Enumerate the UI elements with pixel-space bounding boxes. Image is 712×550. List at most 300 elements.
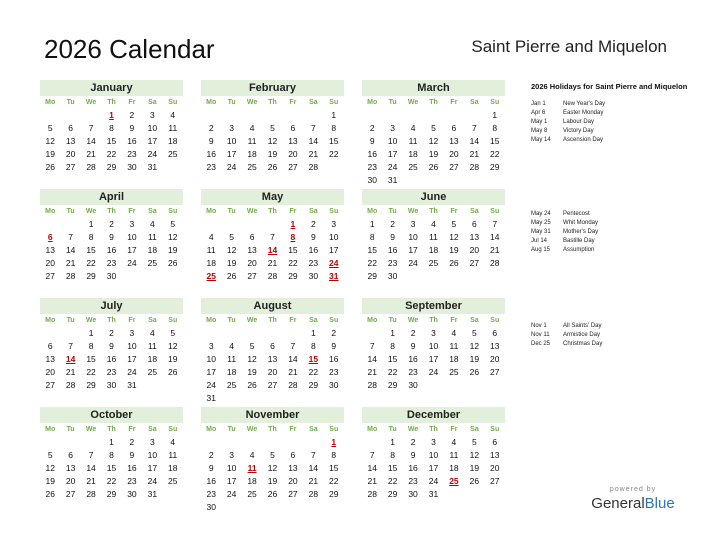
day-cell: 21 <box>308 476 319 486</box>
page-title: 2026 Calendar <box>44 34 215 64</box>
day-cell: 3 <box>149 110 155 120</box>
holiday-date: May 24 <box>531 211 551 217</box>
holiday-name: Christmas Day <box>563 341 603 347</box>
day-cell: 23 <box>367 162 377 172</box>
day-cell: 9 <box>331 341 337 351</box>
day-cell: 27 <box>288 489 298 499</box>
day-cell: 14 <box>469 136 480 146</box>
day-cell: 26 <box>267 162 278 172</box>
day-cell: 29 <box>86 380 96 390</box>
day-cell: 9 <box>129 450 135 460</box>
day-cell: 12 <box>267 463 278 473</box>
day-cell: 27 <box>247 271 257 281</box>
day-cell: 22 <box>367 258 377 268</box>
day-cell: 20 <box>65 149 76 159</box>
day-cell: 31 <box>147 162 158 172</box>
day-cell: 9 <box>410 341 416 351</box>
day-cell: 3 <box>129 219 135 229</box>
day-cell: 15 <box>387 463 398 473</box>
day-cell: 26 <box>45 489 55 499</box>
day-cell: 9 <box>410 450 416 460</box>
day-cell: 27 <box>490 367 500 377</box>
day-cell: 4 <box>149 219 155 229</box>
day-cell: 10 <box>387 136 398 146</box>
day-cell: 1 <box>369 219 375 229</box>
day-cell: 16 <box>367 149 377 159</box>
day-cell: 29 <box>329 489 339 499</box>
day-cell: 22 <box>86 367 96 377</box>
day-cell: 9 <box>390 232 395 242</box>
holiday-date: Jan 1 <box>531 101 546 107</box>
month-header: October <box>40 407 183 423</box>
day-cell: 8 <box>331 123 337 133</box>
day-cell: 2 <box>109 219 114 229</box>
holiday-day-cell: 14 <box>267 245 278 255</box>
empty-cell <box>262 436 282 449</box>
day-cell: 23 <box>127 476 137 486</box>
empty-cell <box>303 109 323 122</box>
holiday-date: Apr 6 <box>531 110 546 116</box>
empty-cell <box>382 109 402 122</box>
day-cell: 27 <box>469 258 480 268</box>
day-cell: 20 <box>449 149 459 159</box>
weekday-row <box>40 96 183 109</box>
holiday-name: All Saints' Day <box>563 323 602 329</box>
holiday-row <box>531 118 701 127</box>
day-cell: 6 <box>290 123 296 133</box>
month-september <box>362 298 505 392</box>
day-grid <box>40 109 183 174</box>
day-cell: 16 <box>206 476 216 486</box>
day-grid <box>40 436 183 501</box>
weekday-label: Th <box>429 99 438 106</box>
day-cell: 21 <box>469 149 480 159</box>
day-cell: 21 <box>288 367 298 377</box>
region-name: Saint Pierre and Miquelon <box>471 37 667 56</box>
weekday-label: Mo <box>45 317 56 324</box>
day-cell: 15 <box>329 463 339 473</box>
day-cell: 4 <box>208 232 214 242</box>
holiday-row <box>531 228 701 237</box>
weekday-label: We <box>246 99 258 106</box>
day-cell: 30 <box>106 380 117 390</box>
day-cell: 27 <box>267 380 278 390</box>
empty-cell <box>201 109 221 122</box>
empty-cell <box>464 109 484 122</box>
month-header: January <box>40 80 183 96</box>
day-cell: 5 <box>47 123 53 133</box>
day-cell: 30 <box>387 271 398 281</box>
month-april <box>40 189 183 283</box>
day-cell: 31 <box>428 489 439 499</box>
day-cell: 20 <box>288 476 298 486</box>
day-cell: 2 <box>109 328 114 338</box>
day-cell: 8 <box>109 123 114 133</box>
day-cell: 13 <box>45 354 55 364</box>
month-december <box>362 407 505 501</box>
day-cell: 26 <box>168 258 178 268</box>
weekday-label: Tu <box>227 99 236 106</box>
month-july <box>40 298 183 392</box>
day-cell: 15 <box>86 245 96 255</box>
day-cell: 4 <box>249 123 255 133</box>
day-cell: 28 <box>367 489 377 499</box>
weekday-row <box>362 423 505 436</box>
day-cell: 6 <box>47 341 53 351</box>
weekday-label: Su <box>329 317 339 324</box>
day-cell: 25 <box>247 489 257 499</box>
day-cell: 27 <box>65 162 76 172</box>
month-february <box>201 80 344 174</box>
day-cell: 16 <box>408 463 418 473</box>
day-cell: 22 <box>106 149 117 159</box>
day-cell: 20 <box>45 258 55 268</box>
weekday-label: Sa <box>309 426 318 433</box>
day-cell: 19 <box>469 463 480 473</box>
holiday-day-cell: 1 <box>331 437 337 447</box>
day-cell: 12 <box>449 232 459 242</box>
day-cell: 24 <box>428 476 439 486</box>
day-grid <box>362 109 505 187</box>
day-cell: 14 <box>86 463 96 473</box>
weekday-label: Sa <box>470 99 479 106</box>
day-cell: 16 <box>127 463 137 473</box>
empty-cell <box>283 109 303 122</box>
day-cell: 2 <box>129 437 135 447</box>
day-cell: 18 <box>247 476 257 486</box>
month-header: May <box>201 189 344 205</box>
holiday-name: New Year's Day <box>563 101 606 107</box>
weekday-label: Sa <box>470 208 479 215</box>
day-cell: 15 <box>106 463 117 473</box>
day-cell: 8 <box>369 232 375 242</box>
day-grid <box>362 436 505 501</box>
weekday-label: Sa <box>309 208 318 215</box>
day-cell: 7 <box>492 219 498 229</box>
day-cell: 4 <box>410 123 416 133</box>
weekday-label: Su <box>168 317 178 324</box>
weekday-label: Mo <box>367 426 378 433</box>
day-cell: 27 <box>288 162 298 172</box>
empty-cell <box>242 109 262 122</box>
day-cell: 4 <box>170 437 176 447</box>
month-header: April <box>40 189 183 205</box>
day-cell: 29 <box>86 271 96 281</box>
empty-cell <box>283 327 303 340</box>
weekday-label: Su <box>490 99 500 106</box>
day-cell: 16 <box>329 354 339 364</box>
holiday-date: May 14 <box>531 137 551 143</box>
weekday-label: Su <box>168 99 178 106</box>
day-cell: 15 <box>106 136 117 146</box>
day-cell: 24 <box>147 149 158 159</box>
day-cell: 23 <box>329 367 339 377</box>
holiday-date: Aug 15 <box>531 247 551 253</box>
day-cell: 11 <box>168 123 178 133</box>
empty-cell <box>444 109 464 122</box>
empty-cell <box>262 218 282 231</box>
empty-cell <box>303 436 323 449</box>
month-header: February <box>201 80 344 96</box>
day-cell: 10 <box>428 341 439 351</box>
day-cell: 23 <box>387 258 398 268</box>
empty-cell <box>242 218 262 231</box>
day-cell: 26 <box>469 476 480 486</box>
day-cell: 17 <box>147 136 158 146</box>
weekday-label: Tu <box>388 208 397 215</box>
day-cell: 28 <box>86 162 96 172</box>
day-cell: 3 <box>129 328 135 338</box>
day-grid <box>40 327 183 392</box>
weekday-label: Sa <box>148 208 157 215</box>
day-cell: 24 <box>127 258 137 268</box>
day-cell: 22 <box>329 149 339 159</box>
day-cell: 20 <box>490 463 500 473</box>
weekday-label: We <box>407 99 419 106</box>
month-header: September <box>362 298 505 314</box>
day-cell: 10 <box>127 341 137 351</box>
brand-name-part-b: Blue <box>644 495 675 512</box>
day-cell: 24 <box>387 162 398 172</box>
weekday-label: Fr <box>289 317 297 324</box>
empty-cell <box>403 109 423 122</box>
day-cell: 4 <box>451 437 457 447</box>
weekday-label: We <box>85 426 97 433</box>
day-cell: 22 <box>288 258 298 268</box>
day-cell: 5 <box>431 123 436 133</box>
day-cell: 7 <box>471 123 477 133</box>
day-cell: 6 <box>492 328 498 338</box>
holiday-row <box>531 246 701 255</box>
day-cell: 23 <box>308 258 319 268</box>
day-cell: 21 <box>65 367 76 377</box>
day-cell: 11 <box>247 136 257 146</box>
weekday-label: Fr <box>450 208 458 215</box>
day-cell: 1 <box>109 437 114 447</box>
day-cell: 9 <box>369 136 375 146</box>
day-cell: 20 <box>288 149 298 159</box>
day-cell: 21 <box>367 367 377 377</box>
weekday-label: Fr <box>128 99 136 106</box>
weekday-label: Su <box>329 208 339 215</box>
holiday-row <box>531 210 701 219</box>
day-cell: 11 <box>429 232 438 242</box>
weekday-label: Tu <box>227 426 236 433</box>
day-cell: 2 <box>410 328 416 338</box>
day-cell: 5 <box>270 450 275 460</box>
day-cell: 7 <box>88 123 94 133</box>
day-cell: 14 <box>288 354 298 364</box>
day-cell: 25 <box>408 162 418 172</box>
day-cell: 12 <box>267 136 278 146</box>
month-january <box>40 80 183 174</box>
empty-cell <box>60 218 80 231</box>
holiday-name: Ascension Day <box>563 137 604 143</box>
day-cell: 23 <box>106 367 117 377</box>
weekday-label: Tu <box>66 317 75 324</box>
weekday-label: Th <box>429 317 438 324</box>
month-header: June <box>362 189 505 205</box>
day-cell: 21 <box>490 245 500 255</box>
holiday-date: Jul 14 <box>531 238 548 244</box>
day-cell: 10 <box>226 463 237 473</box>
day-cell: 23 <box>206 489 216 499</box>
day-cell: 26 <box>449 258 459 268</box>
day-cell: 6 <box>451 123 457 133</box>
holiday-group <box>531 100 701 145</box>
holiday-date: May 25 <box>531 220 551 226</box>
day-cell: 4 <box>451 328 457 338</box>
day-cell: 12 <box>45 463 55 473</box>
day-cell: 3 <box>229 123 234 133</box>
day-cell: 21 <box>86 149 96 159</box>
day-cell: 17 <box>387 149 398 159</box>
empty-cell <box>362 436 382 449</box>
weekday-label: Tu <box>388 317 397 324</box>
weekday-label: Sa <box>470 317 479 324</box>
day-cell: 27 <box>65 489 76 499</box>
day-cell: 14 <box>490 232 500 242</box>
day-cell: 30 <box>408 489 418 499</box>
holiday-day-cell: 14 <box>65 354 76 364</box>
day-grid <box>201 109 344 174</box>
day-cell: 10 <box>147 123 158 133</box>
weekday-label: Fr <box>289 208 297 215</box>
holiday-group <box>531 322 701 349</box>
day-cell: 25 <box>168 149 178 159</box>
weekday-label: Su <box>490 208 500 215</box>
day-cell: 7 <box>290 341 296 351</box>
day-cell: 16 <box>206 149 216 159</box>
day-cell: 5 <box>249 341 255 351</box>
day-cell: 28 <box>288 380 298 390</box>
empty-cell <box>221 218 241 231</box>
day-cell: 18 <box>206 258 216 268</box>
weekday-label: Mo <box>45 208 56 215</box>
day-cell: 22 <box>106 476 117 486</box>
weekday-label: Sa <box>148 317 157 324</box>
holiday-name: Easter Monday <box>563 110 604 116</box>
day-cell: 8 <box>310 341 316 351</box>
day-cell: 13 <box>65 136 76 146</box>
day-cell: 18 <box>247 149 257 159</box>
weekday-label: Mo <box>45 99 56 106</box>
day-cell: 16 <box>387 245 398 255</box>
day-cell: 30 <box>127 489 137 499</box>
day-cell: 21 <box>267 258 278 268</box>
day-cell: 28 <box>267 271 278 281</box>
day-cell: 14 <box>86 136 96 146</box>
day-cell: 8 <box>88 341 94 351</box>
day-cell: 4 <box>431 219 436 229</box>
holiday-name: Victory Day <box>563 128 594 134</box>
day-cell: 18 <box>226 367 237 377</box>
weekday-label: Mo <box>367 99 378 106</box>
day-cell: 16 <box>106 354 117 364</box>
day-cell: 25 <box>449 367 459 377</box>
weekday-label: Mo <box>206 99 217 106</box>
empty-cell <box>40 436 60 449</box>
day-cell: 7 <box>68 341 73 351</box>
day-cell: 14 <box>308 136 319 146</box>
weekday-row <box>201 423 344 436</box>
empty-cell <box>60 109 80 122</box>
holiday-row <box>531 100 701 109</box>
day-cell: 17 <box>408 245 418 255</box>
month-june <box>362 189 505 283</box>
day-cell: 11 <box>449 341 459 351</box>
day-cell: 17 <box>226 476 237 486</box>
day-cell: 4 <box>170 110 176 120</box>
empty-cell <box>201 218 221 231</box>
weekday-label: Th <box>429 426 438 433</box>
day-grid <box>40 218 183 283</box>
day-cell: 9 <box>310 232 316 242</box>
holiday-name: Armistice Day <box>563 332 601 338</box>
empty-cell <box>201 327 221 340</box>
day-cell: 3 <box>229 450 234 460</box>
day-cell: 7 <box>68 232 73 242</box>
holiday-day-cell: 15 <box>308 354 319 364</box>
empty-cell <box>40 109 60 122</box>
day-cell: 3 <box>390 123 395 133</box>
empty-cell <box>423 109 443 122</box>
day-cell: 13 <box>65 463 76 473</box>
day-cell: 16 <box>408 354 418 364</box>
weekday-label: Mo <box>206 317 217 324</box>
empty-cell <box>242 436 262 449</box>
day-cell: 13 <box>490 341 500 351</box>
empty-cell <box>221 109 241 122</box>
day-cell: 8 <box>331 450 337 460</box>
weekday-row <box>201 96 344 109</box>
holiday-date: Nov 1 <box>531 323 547 329</box>
empty-cell <box>221 436 241 449</box>
day-cell: 14 <box>308 463 319 473</box>
day-cell: 28 <box>65 271 76 281</box>
holiday-day-cell: 8 <box>290 232 296 242</box>
day-cell: 25 <box>226 380 237 390</box>
day-cell: 22 <box>490 149 500 159</box>
weekday-label: Tu <box>66 208 75 215</box>
day-cell: 13 <box>247 245 257 255</box>
day-cell: 14 <box>367 354 377 364</box>
day-cell: 15 <box>288 245 298 255</box>
day-cell: 5 <box>170 328 176 338</box>
weekday-label: Tu <box>66 426 75 433</box>
day-cell: 24 <box>127 367 137 377</box>
holiday-day-cell: 25 <box>206 271 216 281</box>
day-cell: 17 <box>147 463 158 473</box>
day-cell: 28 <box>469 162 480 172</box>
empty-cell <box>40 218 60 231</box>
day-cell: 10 <box>206 354 216 364</box>
empty-cell <box>81 436 101 449</box>
day-cell: 18 <box>408 149 418 159</box>
day-cell: 8 <box>390 450 395 460</box>
day-cell: 28 <box>86 489 96 499</box>
day-cell: 21 <box>367 476 377 486</box>
weekday-label: We <box>407 317 419 324</box>
day-cell: 25 <box>247 162 257 172</box>
month-header: July <box>40 298 183 314</box>
holiday-day-cell: 1 <box>290 219 296 229</box>
weekday-row <box>40 205 183 218</box>
day-grid <box>201 327 344 405</box>
day-cell: 22 <box>86 258 96 268</box>
day-cell: 30 <box>127 162 137 172</box>
day-cell: 12 <box>247 354 257 364</box>
